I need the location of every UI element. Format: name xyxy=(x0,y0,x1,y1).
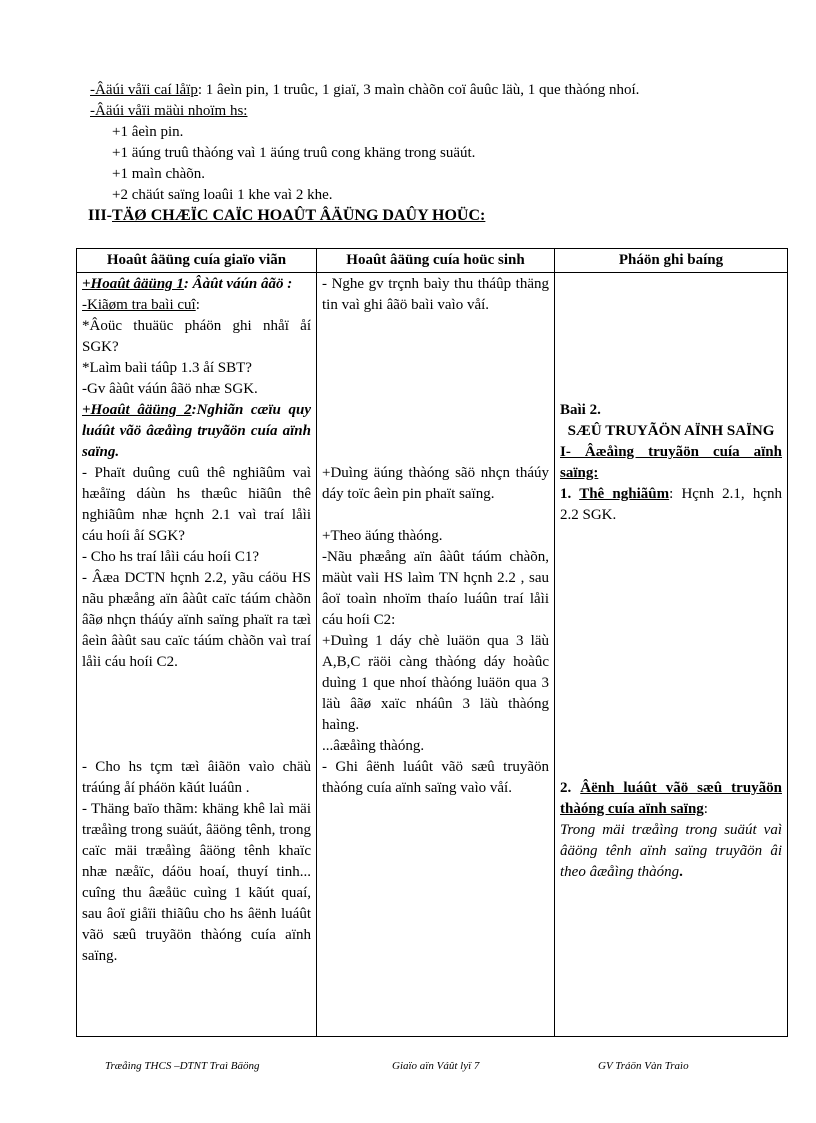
board-notes xyxy=(555,273,788,1037)
experiment-number: 1. xyxy=(560,486,580,502)
teacher-step: - Phaït duûng cuû thê nghiãûm vaì hæåïng dáùn hs thæûc hiãûn thê nghiãûm nhæ hçnh 2.1 vaì traí låìi cáu hoíi åí SGK? xyxy=(82,465,311,544)
student-step: +Theo äúng thàóng. xyxy=(322,528,443,544)
activity-1-heading xyxy=(82,274,311,295)
section-title: TÄØ CHÆÏC CAÏC HOAÛT ÂÄÜNG DAÛY HOÜC: xyxy=(112,207,486,224)
teacher-step: - Cho hs tçm tæì âiãön vaìo chäù tráúng åí pháön kãút luáûn . xyxy=(82,759,311,796)
student-step: - Nghe gv trçnh baìy thu tháûp thäng tin vaì ghi âãö baìi vaìo våí. xyxy=(322,276,549,313)
student-activities xyxy=(317,273,555,1037)
check-old-lesson xyxy=(82,295,311,316)
table-row xyxy=(77,273,788,1037)
experiment-text: : Hçnh 2.1, hçnh 2.2 SGK. xyxy=(560,486,782,523)
check-old-label: -Kiãøm tra baìi cuî xyxy=(82,297,196,313)
footer-teacher: GV Tráön Vàn Traìo xyxy=(598,1060,689,1072)
table-header-row xyxy=(77,249,788,273)
student-step: -Nãu phæång aïn âàût táúm chàõn, mäùt vaìi HS laìm TN hçnh 2.2 , sau âoï toaìn nhoïm thaío luáûn traí låìi cáu hoíi C2: xyxy=(322,549,549,628)
law-period: . xyxy=(679,864,683,880)
experiment-line xyxy=(560,484,782,526)
section-heading xyxy=(88,207,485,225)
footer-school: Træåìng THCS –DTNT Traì Bäöng xyxy=(105,1060,260,1072)
lesson-title: SÆÛ TRUYÃÖN AÏNH SAÏNG xyxy=(567,423,775,439)
student-item: +1 äúng truû thàóng vaì 1 äúng truû cong khäng trong suäút. xyxy=(112,145,476,161)
section-1-heading: I- Âæåìng truyãön cuía aïnh saïng: xyxy=(560,444,782,481)
student-item: +2 chäút saïng loaûi 1 khe vaì 2 khe. xyxy=(112,187,333,203)
student-step: ...âæåìng thàóng. xyxy=(322,738,425,754)
law-number: 2. xyxy=(560,780,581,796)
activity-1-title: : Âàût váún âãö : xyxy=(183,276,293,292)
footer-subject: Giaïo aïn Váût lyï 7 xyxy=(392,1060,480,1072)
section-number: III- xyxy=(88,207,113,224)
lesson-number: Baìi 2. xyxy=(560,402,601,418)
activity-2-title: :Nghiãn cæïu quy luáût vãö âæåìng truyãön cuía aïnh saïng. xyxy=(82,402,311,460)
teacher-step: - Cho hs traí låìi cáu hoíi C1? xyxy=(82,549,260,565)
law-statement xyxy=(560,820,782,883)
group-equipment-label: -Âäúi våïi caí låïp xyxy=(90,82,198,98)
lesson-table xyxy=(76,248,788,1037)
teacher-activities xyxy=(77,273,317,1037)
teacher-step: - Thäng baïo thãm: khäng khê laì mäi træåìng trong suäút, âäöng tênh, trong caïc mäi træåìng âäöng tênh khaïc nhæ næåïc, dáöu hoaí, thuyí tinh... cuîng thu âæåüc cuìng 1 kãút quaí, sau âoï giåïi thiãûu cho hs âënh luáût vãö sæû truyãön thàóng cuía aïnh saïng. xyxy=(82,801,311,964)
header-teacher: Hoaût âäüng cuía giaïo viãn xyxy=(77,249,317,273)
law-colon: : xyxy=(703,801,708,817)
student-step: - Ghi âënh luáût vãö sæû truyãön thàóng cuía aïnh saïng vaìo våí. xyxy=(322,759,549,796)
activity-2-label: +Hoaût âäüng 2 xyxy=(82,402,192,418)
student-step: +Duìng äúng thàóng sãö nhçn tháúy dáy toïc âeìn pin phaït saïng. xyxy=(322,465,549,502)
law-text: Trong mäi træåìng trong suäút vaì âäöng tênh aïnh saïng truyãön âi theo âæåìng thàóng xyxy=(560,822,782,880)
law-heading xyxy=(560,778,782,820)
problem-intro: -Gv âàût váún âãö nhæ SGK. xyxy=(82,381,258,397)
question-2: *Laìm baìi táûp 1.3 åí SBT? xyxy=(82,360,252,376)
question-1: *Âoüc thuäüc pháön ghi nhåï åí SGK? xyxy=(82,318,311,355)
group-equipment-line xyxy=(90,80,770,101)
header-board: Pháön ghi baíng xyxy=(555,249,788,273)
law-label: Âënh luáût vãö sæû truyãön thàóng cuía aïnh saïng xyxy=(560,780,783,817)
header-student: Hoaût âäüng cuía hoüc sinh xyxy=(317,249,555,273)
activity-1-label: +Hoaût âäüng 1 xyxy=(82,276,184,292)
student-step: +Duìng 1 dáy chè luäön qua 3 läù A,B,C räöi càng thàóng dáy hoàûc duìng 1 que nhoí thàóng luäön qua 3 läù âãø xaïc nháûn 3 läù thàóng haìng. xyxy=(322,633,549,733)
experiment-label: Thê nghiãûm xyxy=(579,486,670,502)
teacher-step: - Âæa DCTN hçnh 2.2, yãu cáöu HS nãu phæång aïn âàût caïc táúm chàõn âãø nhçn tháúy aïnh saïng phaït ra tæì âeìn âàût sau caïc táúm chàõn vaì traí låìi cáu hoíi C2. xyxy=(82,570,311,670)
student-item: +1 âeìn pin. xyxy=(112,124,184,140)
group-equipment-text: : 1 âeìn pin, 1 truûc, 1 giaï, 3 maìn chàõn coï âuûc läù, 1 que thàóng nhoí. xyxy=(197,82,640,98)
equipment-section xyxy=(90,80,770,206)
check-old-colon: : xyxy=(195,297,200,313)
student-equipment-label: -Âäúi våïi mäùi nhoïm hs: xyxy=(90,103,248,119)
student-item: +1 maìn chàõn. xyxy=(112,166,206,182)
activity-2-heading xyxy=(82,400,311,463)
